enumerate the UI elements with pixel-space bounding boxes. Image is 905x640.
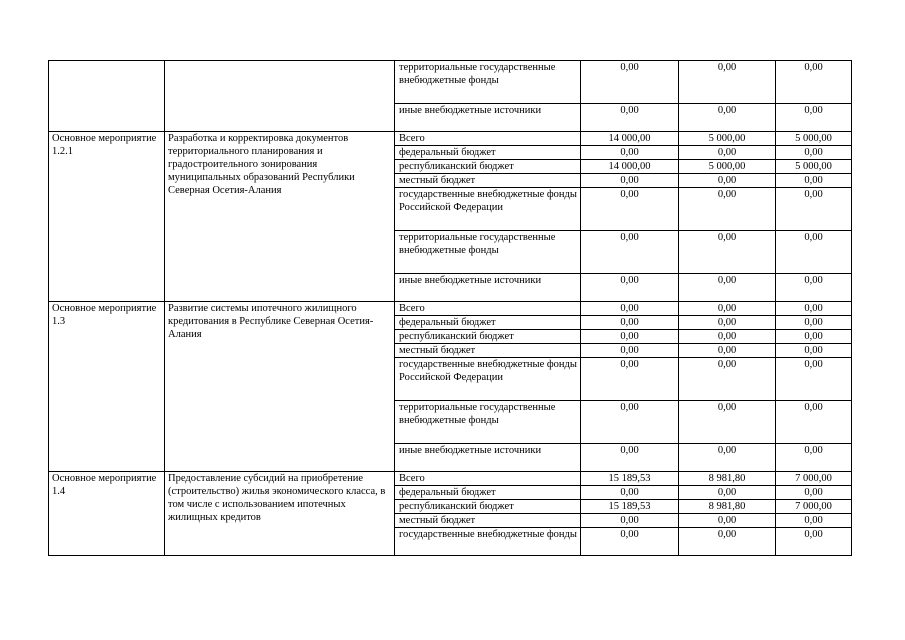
value-cell: 0,00 (581, 344, 679, 358)
value-cell: 0,00 (776, 444, 852, 472)
value-cell: 0,00 (679, 401, 776, 444)
event-cell: Основное мероприятие 1.4 (49, 472, 165, 556)
value-cell: 0,00 (581, 316, 679, 330)
value-cell: 0,00 (581, 188, 679, 231)
value-cell: 0,00 (679, 146, 776, 160)
value-cell: 0,00 (679, 486, 776, 500)
value-cell: 0,00 (776, 358, 852, 401)
value-cell: 0,00 (679, 274, 776, 302)
value-cell: 0,00 (776, 104, 852, 132)
value-cell: 0,00 (776, 330, 852, 344)
value-cell: 0,00 (581, 302, 679, 316)
value-cell: 0,00 (776, 174, 852, 188)
event-cell (49, 61, 165, 132)
value-cell: 0,00 (581, 61, 679, 104)
funding-source: местный бюджет (395, 514, 581, 528)
table-row (49, 61, 852, 104)
value-cell: 0,00 (581, 274, 679, 302)
funding-source: государственные внебюджетные фонды (395, 528, 581, 556)
funding-source: федеральный бюджет (395, 146, 581, 160)
table-row (49, 132, 852, 146)
value-cell: 0,00 (679, 61, 776, 104)
value-cell: 0,00 (776, 316, 852, 330)
description-cell (165, 61, 395, 132)
value-cell: 0,00 (581, 528, 679, 556)
value-cell: 0,00 (679, 514, 776, 528)
value-cell: 5 000,00 (776, 160, 852, 174)
value-cell: 5 000,00 (679, 132, 776, 146)
funding-source: республиканский бюджет (395, 500, 581, 514)
value-cell: 0,00 (679, 344, 776, 358)
value-cell: 0,00 (776, 401, 852, 444)
value-cell: 0,00 (776, 146, 852, 160)
funding-source: территориальные государственные внебюджетные фонды (395, 61, 581, 104)
value-cell: 0,00 (776, 486, 852, 500)
value-cell: 0,00 (776, 514, 852, 528)
value-cell: 8 981,80 (679, 500, 776, 514)
value-cell: 0,00 (679, 444, 776, 472)
funding-table (48, 60, 852, 556)
value-cell: 0,00 (776, 528, 852, 556)
funding-source: территориальные государственные внебюджетные фонды (395, 401, 581, 444)
value-cell: 0,00 (776, 274, 852, 302)
value-cell: 0,00 (581, 146, 679, 160)
value-cell: 0,00 (581, 231, 679, 274)
value-cell: 0,00 (581, 330, 679, 344)
funding-source: иные внебюджетные источники (395, 104, 581, 132)
value-cell: 7 000,00 (776, 500, 852, 514)
funding-source: федеральный бюджет (395, 486, 581, 500)
funding-source: Всего (395, 472, 581, 486)
value-cell: 0,00 (776, 188, 852, 231)
funding-source: иные внебюджетные источники (395, 274, 581, 302)
value-cell: 14 000,00 (581, 132, 679, 146)
value-cell: 0,00 (679, 231, 776, 274)
value-cell: 15 189,53 (581, 500, 679, 514)
value-cell: 0,00 (679, 104, 776, 132)
value-cell: 0,00 (679, 302, 776, 316)
value-cell: 0,00 (581, 401, 679, 444)
value-cell: 0,00 (679, 528, 776, 556)
value-cell: 7 000,00 (776, 472, 852, 486)
value-cell: 8 981,80 (679, 472, 776, 486)
funding-source: иные внебюджетные источники (395, 444, 581, 472)
value-cell: 0,00 (679, 358, 776, 401)
description-cell: Предоставление субсидий на приобретение (строительство) жилья экономического класса, в том числе с использованием ипотечных жилищных кредитов (165, 472, 395, 556)
value-cell: 15 189,53 (581, 472, 679, 486)
value-cell: 5 000,00 (776, 132, 852, 146)
value-cell: 0,00 (776, 302, 852, 316)
funding-source: территориальные государственные внебюджетные фонды (395, 231, 581, 274)
value-cell: 0,00 (581, 514, 679, 528)
funding-source: государственные внебюджетные фонды Российской Федерации (395, 358, 581, 401)
value-cell: 5 000,00 (679, 160, 776, 174)
value-cell: 0,00 (581, 486, 679, 500)
funding-source: государственные внебюджетные фонды Российской Федерации (395, 188, 581, 231)
funding-source: Всего (395, 302, 581, 316)
funding-source: республиканский бюджет (395, 330, 581, 344)
funding-source: республиканский бюджет (395, 160, 581, 174)
value-cell: 14 000,00 (581, 160, 679, 174)
value-cell: 0,00 (679, 330, 776, 344)
event-cell: Основное мероприятие 1.3 (49, 302, 165, 472)
funding-source: местный бюджет (395, 344, 581, 358)
value-cell: 0,00 (679, 188, 776, 231)
funding-source: местный бюджет (395, 174, 581, 188)
value-cell: 0,00 (776, 61, 852, 104)
description-cell: Разработка и корректировка документов территориального планирования и градостроительного зонирования муниципальных образований Республики Северная Осетия-Алания (165, 132, 395, 302)
table-row (49, 472, 852, 486)
table-row (49, 302, 852, 316)
value-cell: 0,00 (776, 344, 852, 358)
value-cell: 0,00 (581, 174, 679, 188)
value-cell: 0,00 (581, 358, 679, 401)
funding-source: Всего (395, 132, 581, 146)
value-cell: 0,00 (581, 444, 679, 472)
value-cell: 0,00 (776, 231, 852, 274)
event-cell: Основное мероприятие 1.2.1 (49, 132, 165, 302)
value-cell: 0,00 (679, 174, 776, 188)
funding-source: федеральный бюджет (395, 316, 581, 330)
description-cell: Развитие системы ипотечного жилищного кредитования в Республике Северная Осетия-Алания (165, 302, 395, 472)
value-cell: 0,00 (581, 104, 679, 132)
value-cell: 0,00 (679, 316, 776, 330)
